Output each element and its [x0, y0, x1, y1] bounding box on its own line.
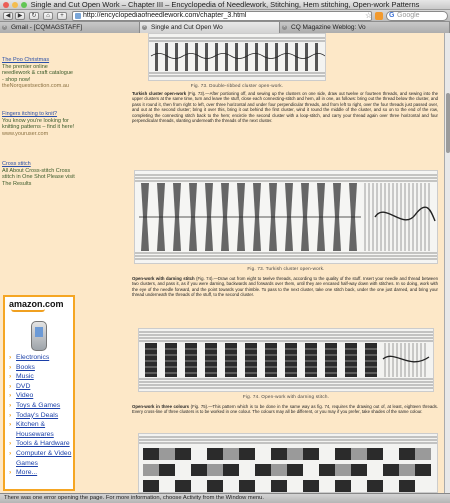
- amazon-logo-text: amazon.com: [9, 299, 64, 309]
- url-field[interactable]: [72, 11, 372, 21]
- amazon-link-electronics[interactable]: › Electronics: [9, 353, 73, 363]
- tab-close-icon[interactable]: ×: [143, 24, 146, 30]
- paragraph-title: Turkish cluster open-work: [132, 91, 187, 96]
- add-bookmark-icon[interactable]: +: [57, 12, 67, 20]
- ad-url[interactable]: www.youruser.com: [2, 130, 49, 137]
- paragraph-body: (Fig. 75).—This pattern which is to be done in the same way as fig. 74, requires the drawing out of, at least, eighteen threads. Every cross-line of three clusters is to be worked in one colour. The colours may all be different, or you may if you prefer, take shades of the same colour.: [132, 404, 438, 415]
- paragraph-three-colours: [132, 404, 438, 415]
- tab-label: Single and Cut Open Wo: [151, 24, 223, 31]
- tab-cq-weblog[interactable]: [280, 22, 450, 33]
- left-sidebar: [0, 33, 86, 493]
- figure-three-colours: [138, 433, 438, 493]
- ad-body: The premier online needlework & craft catalogue - shop now!: [2, 63, 73, 83]
- paragraph-title: Open-work in three colours: [132, 404, 190, 409]
- sidebar-ad[interactable]: [2, 161, 76, 187]
- tab-label: Gmail - [CQMAGSTAFF]: [11, 24, 83, 31]
- amazon-link-deals[interactable]: › Today's Deals: [9, 411, 73, 421]
- openwork-illustration: [139, 434, 437, 492]
- amazon-widget: [3, 295, 75, 491]
- page-content: [86, 33, 450, 493]
- tab-strip: [0, 22, 450, 33]
- amazon-link-more[interactable]: › More...: [9, 468, 73, 478]
- bookmark-star-icon[interactable]: ☆: [365, 11, 373, 20]
- reload-icon[interactable]: ↻: [29, 12, 39, 20]
- amazon-link-books[interactable]: › Books: [9, 363, 73, 373]
- amazon-link-kitchen[interactable]: › Kitchen & Housewares: [9, 420, 73, 439]
- figure-caption: Fig. 74. Open-work with darning stitch.: [242, 394, 330, 399]
- tab-needlework[interactable]: [140, 22, 280, 33]
- back-arrow-icon[interactable]: ◀: [3, 12, 13, 20]
- vertical-scrollbar[interactable]: [444, 33, 450, 493]
- home-icon[interactable]: ⌂: [43, 12, 53, 20]
- google-search-icon: G: [389, 12, 395, 19]
- tab-label: CQ Magazine Weblog: Vo: [291, 24, 366, 31]
- amazon-link-toys[interactable]: › Toys & Games: [9, 401, 73, 411]
- ad-body: You know you're looking for knitting patterns – find it here!: [2, 117, 75, 130]
- tab-gmail[interactable]: [0, 22, 140, 33]
- paragraph-body: (Fig. 74).—Draw out from eight to twelve threads, according to the quality of the stuff. Insert your needle and thread between two clusters, and pass it, as if you were darning, backwards and forwards over them, until they are encased half-way down with stitches. In so doing, work with the eye of the needle forward, and the point towards your thimble. To pass to the next cluster, take one stitch back, under the one just darned, and bring your thread underneath the threads of the stuff, to the second cluster.: [132, 276, 438, 298]
- phone-product-image[interactable]: [31, 321, 47, 351]
- tab-close-icon[interactable]: ×: [283, 24, 286, 30]
- openwork-illustration: [149, 34, 325, 80]
- amazon-link-dvd[interactable]: › DVD: [9, 382, 73, 392]
- ad-headline[interactable]: Fingers itching to knit?: [2, 111, 58, 117]
- figure-darning-stitch: [138, 328, 434, 392]
- search-placeholder: Google: [397, 12, 420, 19]
- ad-headline[interactable]: The Poo Christmas: [2, 57, 50, 63]
- url-text: http://encyclopediaofneedlework.com/chapter_3.html: [83, 12, 247, 19]
- amazon-link-video[interactable]: › Video: [9, 391, 73, 401]
- search-input[interactable]: [386, 11, 448, 21]
- ad-headline[interactable]: Cross stitch: [2, 161, 31, 167]
- paragraph-darning-stitch: [132, 276, 438, 298]
- status-bar: There was one error opening the page. For more information, choose Activity from the Window menu.: [0, 493, 450, 503]
- amazon-link-games[interactable]: › Computer & Video Games: [9, 449, 73, 468]
- sidebar-ad[interactable]: [2, 111, 76, 137]
- figure-caption: Fig. 73. Double-ribbed cluster open-work.: [190, 83, 284, 88]
- site-favicon-icon: [75, 13, 81, 19]
- openwork-illustration: [135, 171, 437, 263]
- window-titlebar: [0, 0, 450, 10]
- window-title: Single and Cut Open Work – Chapter III – Encyclopedia of Needlework, Stitching, Hem stitching, Open-work Patterns: [30, 0, 420, 9]
- figure-caption: Fig. 73. Turkish cluster open-work.: [247, 266, 325, 271]
- rss-feed-icon[interactable]: [375, 12, 383, 20]
- amazon-link-music[interactable]: › Music: [9, 372, 73, 382]
- paragraph-body: (Fig. 73).—After portioning off, and sewing up the clusters on one side, draw out twelve or fourteen threads, and sewing into the upper clusters at the same time, turn and leave the stuff, close each connecting-stitch and hem, all in one, as follows: bring out the thread below the cluster, and pass it round it, then from right to left, over three horizontal and under four perpendicular threads, and from left to right, over the four threads just passed over, and out at the second cluster; bring it over this, bring it out behind the first cluster, wind it round the middle of the cluster, and so on to the end of the row, completing the connecting stitch back to the hem; encircle the second cluster with a loop-stitch, and carry your thread again over three horizontal and four perpendicular threads, slanting underneath the threads of the next cluster.: [132, 91, 438, 124]
- amazon-links: [9, 353, 73, 478]
- amazon-link-tools[interactable]: › Tools & Hardware: [9, 439, 73, 449]
- amazon-smile-icon: [11, 309, 45, 312]
- figure-double-ribbed-openwork: [148, 33, 326, 81]
- browser-toolbar: [0, 10, 450, 22]
- amazon-logo[interactable]: [5, 297, 73, 309]
- ad-body: All About Cross-stitch Cross stitch in One Shot Please visit The Results: [2, 167, 75, 187]
- sidebar-ad[interactable]: [2, 57, 76, 90]
- figure-turkish-cluster: [134, 170, 438, 264]
- ad-url[interactable]: theNorquestsection.com.au: [2, 83, 69, 89]
- paragraph-turkish-cluster: [132, 91, 438, 123]
- paragraph-title: Open-work with darning stitch: [132, 276, 195, 281]
- scrollbar-thumb[interactable]: [446, 93, 450, 153]
- openwork-illustration: [139, 329, 433, 391]
- tab-close-icon[interactable]: ×: [3, 24, 6, 30]
- forward-arrow-icon[interactable]: ▶: [15, 12, 25, 20]
